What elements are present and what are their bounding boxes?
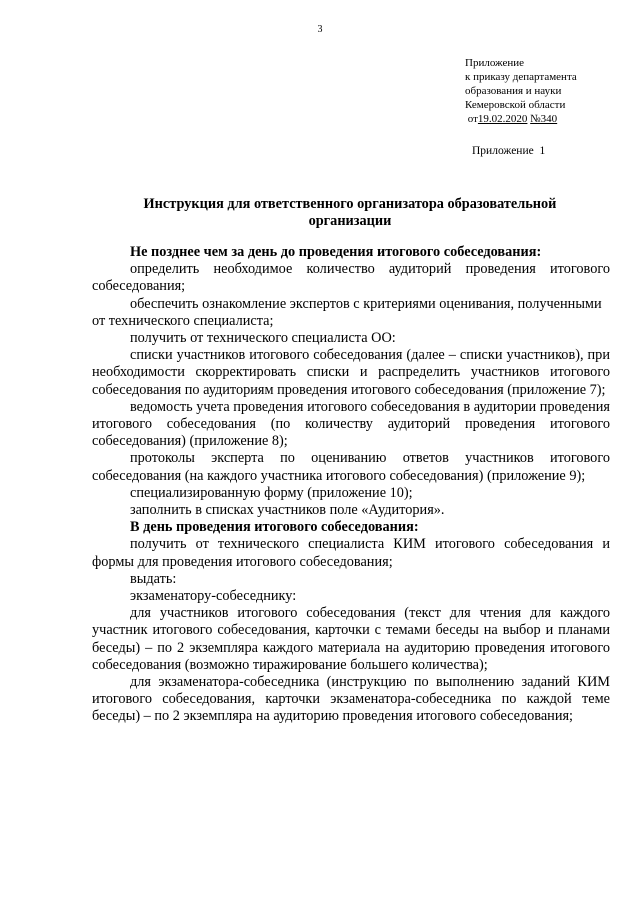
- document-body: [92, 244, 610, 726]
- page-number: 3: [317, 24, 323, 35]
- paragraph: получить от технического специалиста ОО:: [130, 330, 396, 347]
- order-number: №340: [530, 113, 558, 125]
- appendix-label: Приложение: [465, 57, 525, 69]
- paragraph: выдать:: [130, 570, 177, 587]
- paragraph: от технического специалиста;: [92, 312, 274, 329]
- paragraph: определить необходимое количество аудиторий проведения итогового собеседования;: [92, 261, 610, 295]
- paragraph: специализированную форму (приложение 10);: [130, 484, 413, 501]
- order-date-line: [465, 112, 577, 126]
- paragraph: списки участников итогового собеседования (далее – списки участников), при необходимости скорректировать списки и распределить участников итогового собеседования по аудиториям проведения итогового собеседования (приложение 7);: [92, 347, 610, 398]
- order-date-prefix: от: [467, 113, 478, 125]
- order-reference: к приказу департамента: [465, 71, 577, 83]
- paragraph: обеспечить ознакомление экспертов с критериями оценивания, полученными: [130, 295, 602, 312]
- section-heading-exam-day: В день проведения итогового собеседования:: [130, 519, 419, 536]
- department-name: образования и науки: [465, 85, 562, 97]
- paragraph: экзаменатору-собеседнику:: [130, 588, 297, 605]
- region-name: Кемеровской области: [465, 99, 566, 111]
- document-title: Инструкция для ответственного организатора образовательной организации: [143, 196, 557, 229]
- paragraph: заполнить в списках участников поле «Аудитория».: [130, 502, 445, 519]
- appendix-number: Приложение 1: [472, 145, 546, 157]
- paragraph: протоколы эксперта по оцениванию ответов участников итогового собеседования (на каждого участника итогового собеседования) (приложение 9);: [92, 450, 610, 484]
- section-heading-before-day: Не позднее чем за день до проведения итогового собеседования:: [130, 244, 542, 260]
- paragraph: для участников итогового собеседования (текст для чтения для каждого участник итогового собеседования, карточки с темами беседы на выбор и планами беседы) – по 2 экземпляра каждого материала на аудиторию проведения итогового собеседования (возможно тиражирование большего количества);: [92, 605, 610, 673]
- paragraph: получить от технического специалиста КИМ итогового собеседования и формы для проведения итогового собеседования;: [92, 536, 610, 570]
- paragraph: для экзаменатора-собеседника (инструкцию по выполнению заданий КИМ итогового собеседования, карточки экзаменатора-собеседника по каждой теме беседы) – по 2 экземпляра на аудиторию проведения итогового собеседования;: [92, 674, 610, 725]
- paragraph: ведомость учета проведения итогового собеседования в аудитории проведения итогового собеседования (по количеству аудиторий проведения итогового собеседования) (приложение 8);: [92, 398, 610, 450]
- order-date: 19.02.2020: [477, 113, 528, 125]
- appendix-header: [465, 56, 577, 126]
